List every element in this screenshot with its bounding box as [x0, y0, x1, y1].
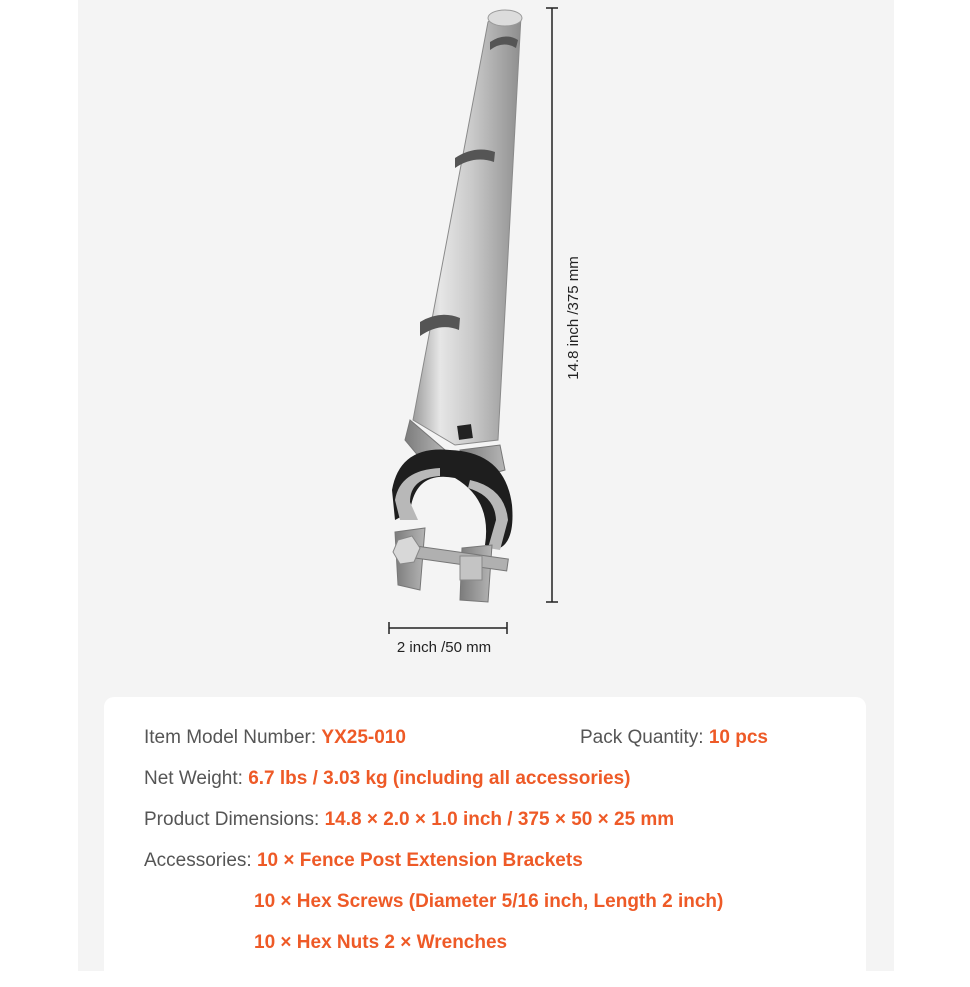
- product-dimensions-label: Product Dimensions:: [144, 809, 325, 830]
- height-dimension: [546, 8, 582, 602]
- extension-tube: [413, 10, 522, 445]
- clamp: [392, 420, 513, 602]
- accessory-item: 10 × Hex Nuts 2 × Wrenches: [254, 932, 508, 953]
- model-number-label: Item Model Number:: [144, 727, 322, 748]
- accessories-row-3: [254, 932, 507, 954]
- width-dimension: [389, 622, 507, 656]
- height-dimension-label: 14.8 inch /375 mm: [565, 256, 582, 380]
- accessories-label: Accessories:: [144, 850, 257, 871]
- pack-quantity-row: [580, 727, 768, 749]
- accessory-item: 10 × Hex Screws (Diameter 5/16 inch, Length 2 inch): [254, 891, 724, 912]
- spec-card: [104, 697, 866, 987]
- product-dimensions-value: 14.8 × 2.0 × 1.0 inch / 375 × 50 × 25 mm: [324, 809, 675, 830]
- model-number-row: [144, 727, 406, 749]
- pack-quantity-value: 10 pcs: [708, 727, 768, 748]
- accessory-item: 10 × Fence Post Extension Brackets: [256, 850, 583, 871]
- net-weight-value: 6.7 lbs / 3.03 kg (including all accessories): [248, 768, 631, 789]
- net-weight-row: [144, 768, 630, 790]
- width-dimension-label: 2 inch /50 mm: [396, 639, 492, 656]
- pack-quantity-label: Pack Quantity:: [580, 727, 709, 748]
- accessories-row: [144, 850, 583, 872]
- product-dimensions-row: [144, 809, 674, 831]
- accessories-row-2: [254, 891, 723, 913]
- net-weight-label: Net Weight:: [144, 768, 249, 789]
- model-number-value: YX25-010: [321, 727, 406, 748]
